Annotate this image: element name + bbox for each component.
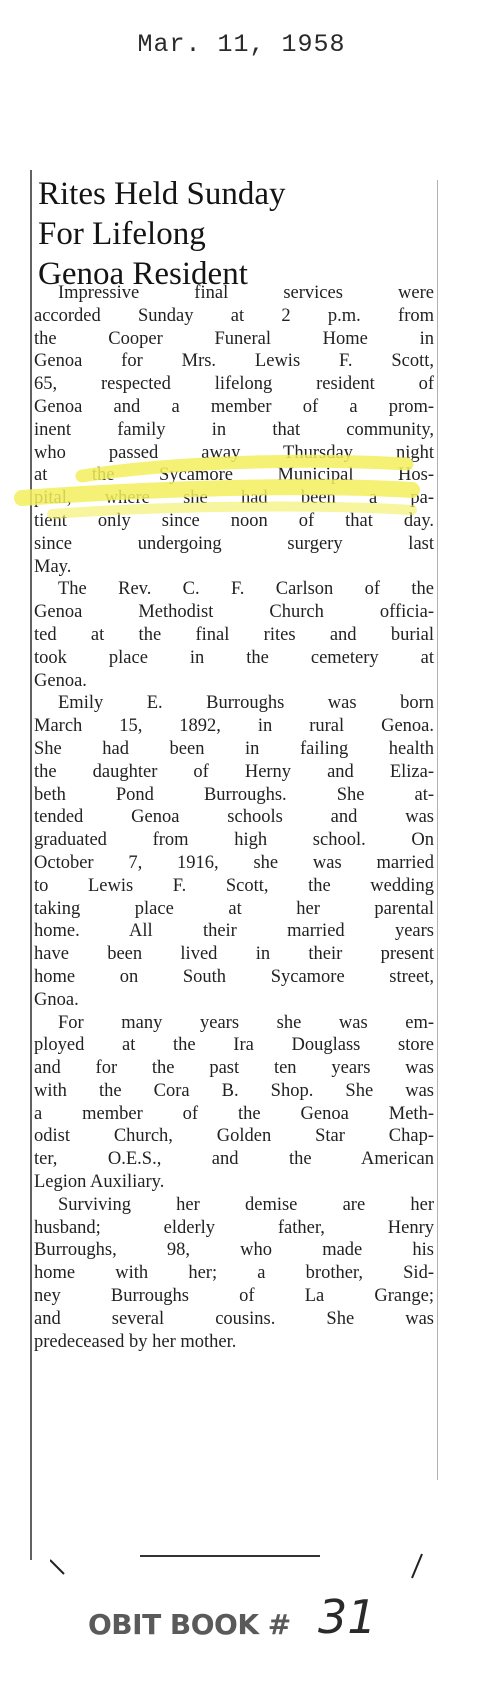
- article-line: home. All their married years: [34, 921, 434, 942]
- article-line: who passed away Thursday night: [34, 442, 434, 463]
- article-line: May.: [34, 556, 72, 577]
- article-line: For many years she was em-: [58, 1012, 434, 1033]
- article-paragraph: [34, 692, 434, 1011]
- article-line: Genoa and a member of a prom-: [34, 396, 434, 417]
- article-line: March 15, 1892, in rural Genoa.: [34, 716, 434, 737]
- end-rule: [50, 1552, 430, 1582]
- article-line: The Rev. C. F. Carlson of the: [58, 579, 434, 600]
- article-line: taking place at her parental: [34, 898, 434, 919]
- article-body: [34, 282, 434, 1353]
- article-line: Genoa Methodist Church officia-: [34, 602, 434, 623]
- article-line: pital, where she had been a pa-: [34, 488, 434, 509]
- article-line: October 7, 1916, she was married: [34, 852, 434, 873]
- article-line: She had been in failing health: [34, 738, 434, 759]
- article-line: inent family in that community,: [34, 419, 434, 440]
- article-line: since undergoing surgery last: [34, 533, 434, 554]
- article-line: at the Sycamore Municipal Hos-: [34, 465, 434, 486]
- article-line: graduated from high school. On: [34, 830, 434, 851]
- obit-book-number: 31: [318, 1590, 377, 1644]
- article-line: Impressive final services were: [58, 283, 434, 303]
- article-paragraph: [34, 1012, 434, 1194]
- column-rule-right: [437, 180, 438, 1480]
- article-line: took place in the cemetery at: [34, 647, 434, 668]
- article-line: ter, O.E.S., and the American: [34, 1149, 434, 1170]
- headline: [38, 174, 434, 294]
- obit-book-stamp: [88, 1590, 408, 1660]
- clipping-date: Mar. 11, 1958: [137, 30, 346, 59]
- article-line: home on South Sycamore street,: [34, 966, 434, 987]
- article-line: beth Pond Burroughs. She at-: [34, 784, 434, 805]
- article-line: husband; elderly father, Henry: [34, 1217, 434, 1238]
- article-line: Burroughs, 98, who made his: [34, 1240, 434, 1261]
- article-line: ployed at the Ira Douglass store: [34, 1035, 434, 1056]
- obit-book-label: OBIT BOOK #: [88, 1608, 291, 1641]
- article-line: 65, respected lifelong resident of: [34, 374, 434, 395]
- article-line: ted at the final rites and burial: [34, 624, 434, 645]
- article-line: have been lived in their present: [34, 944, 434, 965]
- article-line: ney Burroughs of La Grange;: [34, 1286, 434, 1307]
- article-line: accorded Sunday at 2 p.m. from: [34, 305, 434, 326]
- article-line: Emily E. Burroughs was born: [58, 693, 434, 714]
- column-rule-left: [30, 170, 32, 1560]
- article-line: Genoa.: [34, 670, 87, 691]
- article-line: and for the past ten years was: [34, 1058, 434, 1079]
- article-line: Gnoa.: [34, 989, 79, 1010]
- headline-line: For Lifelong: [38, 216, 206, 252]
- headline-line: Genoa Resident: [38, 256, 248, 292]
- article-line: Surviving her demise are her: [58, 1194, 434, 1215]
- article-line: and several cousins. She was: [34, 1308, 434, 1329]
- article-line: Legion Auxiliary.: [34, 1172, 165, 1193]
- article-line: the daughter of Herny and Eliza-: [34, 761, 434, 782]
- article-line: tended Genoa schools and was: [34, 807, 434, 828]
- article-line: predeceased by her mother.: [34, 1331, 237, 1352]
- article-paragraph: [34, 282, 434, 578]
- article-paragraph: [34, 578, 434, 692]
- article-line: odist Church, Golden Star Chap-: [34, 1126, 434, 1147]
- article-line: home with her; a brother, Sid-: [34, 1263, 434, 1284]
- article-line: Genoa for Mrs. Lewis F. Scott,: [34, 351, 434, 372]
- article-line: a member of the Genoa Meth-: [34, 1103, 434, 1124]
- newspaper-clipping: [30, 160, 438, 1580]
- article-line: tient only since noon of that day.: [34, 510, 434, 531]
- headline-line: Rites Held Sunday: [38, 176, 286, 212]
- article-paragraph: [34, 1194, 434, 1354]
- article-line: the Cooper Funeral Home in: [34, 328, 434, 349]
- article-line: with the Cora B. Shop. She was: [34, 1080, 434, 1101]
- article-line: to Lewis F. Scott, the wedding: [34, 875, 434, 896]
